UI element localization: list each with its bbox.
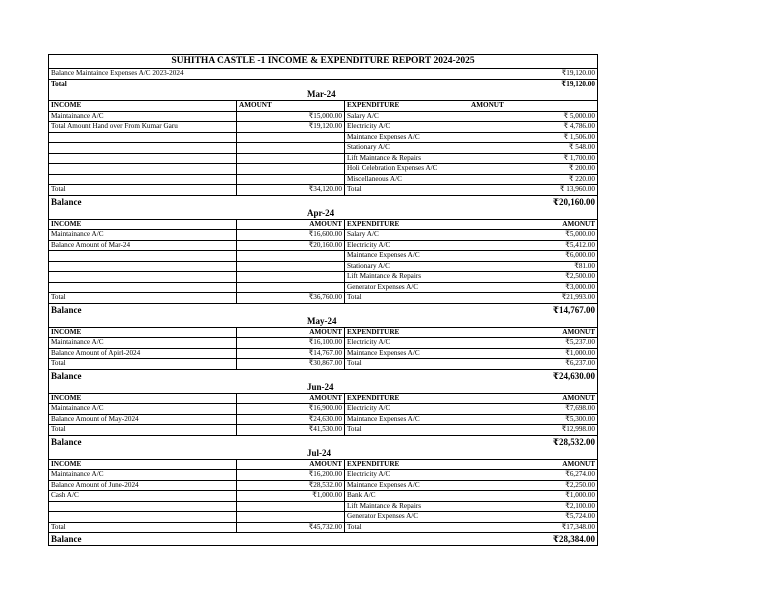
amount-cell — [237, 283, 345, 293]
table-row — [49, 184, 597, 195]
amonut-header: AMONUT — [562, 459, 595, 468]
amount-header: AMOUNT — [237, 220, 345, 230]
table-row — [49, 142, 597, 153]
expenditure-amount-cell: ₹2,100.00 — [565, 501, 595, 510]
income-cell — [49, 164, 237, 174]
table-row — [49, 358, 597, 369]
amount-cell: ₹45,732.00 — [237, 523, 345, 533]
expenditure-amount-cell: ₹81.00 — [574, 261, 595, 270]
table-row — [49, 424, 597, 435]
opening-balance-row — [49, 68, 597, 79]
month-section-jun — [49, 382, 597, 448]
income-cell — [49, 251, 237, 261]
expenditure-amount-cell: ₹ 200.00 — [568, 164, 595, 172]
balance-row — [49, 369, 597, 382]
amount-cell: ₹20,160.00 — [237, 241, 345, 251]
amount-cell — [237, 272, 345, 282]
table-row — [49, 174, 597, 185]
table-row — [49, 271, 597, 282]
month-spacer — [49, 448, 237, 459]
expenditure-cell: Total — [347, 425, 362, 433]
table-row — [49, 490, 597, 501]
column-header-row — [49, 100, 597, 111]
expenditure-amount-cell: ₹5,412.00 — [565, 240, 595, 249]
amount-cell — [237, 154, 345, 164]
expenditure-cell: Salary A/C — [347, 111, 379, 120]
month-header-row — [49, 448, 597, 459]
month-label: May-24 — [307, 315, 337, 326]
balance-label: Balance — [51, 370, 82, 381]
amount-cell — [237, 251, 345, 261]
balance-row — [49, 435, 597, 448]
amount-cell: ₹19,120.00 — [237, 122, 345, 132]
expenditure-cell: Electricity A/C — [347, 240, 391, 249]
expenditure-cell: Total — [347, 522, 362, 531]
table-row — [49, 337, 597, 348]
amount-cell — [237, 512, 345, 522]
expenditure-cell: Electricity A/C — [347, 338, 391, 346]
income-cell — [49, 512, 237, 522]
expenditure-amount-cell: ₹12,998.00 — [561, 425, 595, 433]
balance-row — [49, 303, 597, 316]
expenditure-header: EXPENDITURE — [347, 393, 400, 402]
amount-cell — [237, 175, 345, 185]
amonut-header: AMONUT — [562, 219, 595, 228]
month-label: Mar-24 — [307, 89, 336, 99]
amount-cell — [237, 262, 345, 272]
amonut-header: AMONUT — [562, 327, 595, 336]
income-cell: Maintainance A/C — [49, 230, 237, 240]
table-row — [49, 511, 597, 522]
income-cell: Balance Amount of Apirl-2024 — [49, 349, 237, 359]
opening-total-value: ₹19,120.00 — [561, 79, 595, 88]
amount-cell: ₹24,630.00 — [237, 415, 345, 425]
amount-cell: ₹41,530.00 — [237, 425, 345, 435]
balance-value: ₹28,532.00 — [552, 436, 595, 447]
income-cell — [49, 133, 237, 143]
table-row — [49, 414, 597, 425]
expenditure-amount-cell: ₹ 5,000.00 — [563, 111, 595, 120]
month-section-jul — [49, 448, 597, 546]
table-row — [49, 522, 597, 533]
month-spacer — [49, 89, 237, 100]
expenditure-amount-cell: ₹17,348.00 — [561, 522, 595, 531]
income-cell — [49, 283, 237, 293]
expenditure-cell: Maintance Expenses A/C — [347, 132, 420, 141]
month-section-may — [49, 316, 597, 382]
expenditure-header: EXPENDITURE — [347, 219, 400, 228]
expenditure-amount-cell: ₹ 1,700.00 — [563, 153, 595, 162]
table-row — [49, 163, 597, 174]
amount-cell — [237, 502, 345, 512]
report-sheet — [48, 54, 598, 546]
table-row — [49, 153, 597, 164]
opening-total-row — [49, 79, 597, 90]
income-cell — [49, 272, 237, 282]
income-cell: Maintainance A/C — [49, 112, 237, 122]
expenditure-cell: Total — [347, 359, 362, 367]
expenditure-amount-cell: ₹6,000.00 — [565, 251, 595, 259]
income-cell — [49, 143, 237, 153]
income-header: INCOME — [49, 101, 237, 111]
month-section-mar — [49, 89, 597, 208]
expenditure-amount-cell: ₹ 13,960.00 — [559, 185, 595, 193]
income-header: INCOME — [49, 220, 237, 230]
balance-value: ₹14,767.00 — [552, 304, 595, 315]
amonut-header: AMONUT — [471, 101, 504, 109]
opening-total-label: Total — [51, 79, 67, 88]
month-spacer — [49, 382, 237, 393]
expenditure-header: EXPENDITURE — [347, 459, 400, 468]
expenditure-amount-cell: ₹21,993.00 — [561, 293, 595, 301]
expenditure-cell: Electricity A/C — [347, 122, 391, 130]
table-row — [49, 469, 597, 480]
expenditure-amount-cell: ₹5,300.00 — [565, 414, 595, 423]
amount-cell: ₹14,767.00 — [237, 349, 345, 359]
month-header-row — [49, 208, 597, 219]
column-header-row — [49, 219, 597, 230]
balance-label: Balance — [51, 196, 82, 207]
opening-balance-label: Balance Maintaince Expenses A/C 2023-2024 — [51, 69, 184, 77]
amount-cell: ₹15,000.00 — [237, 112, 345, 122]
balance-label: Balance — [51, 304, 82, 315]
income-cell — [49, 175, 237, 185]
table-row — [49, 403, 597, 414]
balance-value: ₹24,630.00 — [552, 370, 595, 381]
amount-cell: ₹30,867.00 — [237, 359, 345, 369]
column-header-row — [49, 393, 597, 404]
expenditure-amount-cell: ₹6,237.00 — [565, 359, 595, 367]
expenditure-cell: Lift Maintance & Repairs — [347, 501, 422, 510]
income-cell: Total — [49, 523, 237, 533]
expenditure-amount-cell: ₹ 548.00 — [568, 143, 595, 151]
balance-row — [49, 532, 597, 545]
month-header-row — [49, 382, 597, 393]
opening-balance-value: ₹19,120.00 — [561, 69, 595, 77]
table-row — [49, 261, 597, 272]
expenditure-amount-cell: ₹6,274.00 — [565, 470, 595, 478]
amount-cell: ₹16,600.00 — [237, 230, 345, 240]
expenditure-cell: Holi Celebration Expenses A/C — [347, 164, 438, 172]
income-cell: Maintainance A/C — [49, 470, 237, 480]
income-cell: Balance Amount of May-2024 — [49, 415, 237, 425]
table-row — [49, 501, 597, 512]
amonut-header: AMONUT — [562, 393, 595, 402]
amount-cell — [237, 143, 345, 153]
table-row — [49, 240, 597, 251]
table-row — [49, 282, 597, 293]
amount-header: AMOUNT — [237, 328, 345, 338]
expenditure-amount-cell: ₹5,237.00 — [565, 338, 595, 346]
expenditure-cell: Maintance Expenses A/C — [347, 414, 420, 423]
column-header-row — [49, 327, 597, 338]
month-section-apr — [49, 208, 597, 316]
expenditure-amount-cell: ₹1,000.00 — [565, 348, 595, 357]
amount-cell: ₹28,532.00 — [237, 481, 345, 491]
expenditure-amount-cell: ₹2,500.00 — [565, 272, 595, 280]
income-cell: Balance Amount of June-2024 — [49, 481, 237, 491]
amount-cell: ₹16,200.00 — [237, 470, 345, 480]
month-label: Apr-24 — [307, 207, 335, 218]
expenditure-amount-cell: ₹7,698.00 — [565, 404, 595, 412]
expenditure-amount-cell: ₹3,000.00 — [565, 282, 595, 291]
amount-cell: ₹1,000.00 — [237, 491, 345, 501]
expenditure-cell: Stationary A/C — [347, 143, 390, 151]
expenditure-cell: Maintance Expenses A/C — [347, 480, 420, 489]
income-cell: Total — [49, 359, 237, 369]
report-title: SUHITHA CASTLE -1 INCOME & EXPENDITURE REPORT 2024-2025 — [171, 56, 475, 66]
month-header-row — [49, 316, 597, 327]
expenditure-cell: Electricity A/C — [347, 404, 391, 412]
income-cell: Total Amount Hand over From Kumar Garu — [49, 122, 237, 132]
income-cell — [49, 502, 237, 512]
amount-header: AMOUNT — [237, 394, 345, 404]
income-header: INCOME — [49, 328, 237, 338]
income-cell: Maintainance A/C — [49, 404, 237, 414]
expenditure-cell: Electricity A/C — [347, 470, 391, 478]
expenditure-cell: Maintance Expenses A/C — [347, 251, 420, 259]
amount-cell: ₹16,100.00 — [237, 338, 345, 348]
amount-cell — [237, 133, 345, 143]
balance-label: Balance — [51, 534, 82, 544]
table-row — [49, 348, 597, 359]
income-cell: Cash A/C — [49, 491, 237, 501]
month-header-row — [49, 89, 597, 100]
expenditure-cell: Maintance Expenses A/C — [347, 348, 420, 357]
expenditure-amount-cell: ₹ 4,786.00 — [563, 122, 595, 130]
expenditure-amount-cell: ₹5,724.00 — [565, 512, 595, 520]
month-spacer — [49, 316, 237, 327]
expenditure-cell: Stationary A/C — [347, 261, 390, 270]
table-row — [49, 111, 597, 122]
income-cell — [49, 154, 237, 164]
amount-header: AMOUNT — [237, 101, 345, 111]
amount-cell: ₹34,120.00 — [237, 185, 345, 195]
report-title-row — [49, 55, 597, 68]
expenditure-cell: Lift Maintance & Repairs — [347, 272, 422, 280]
balance-value: ₹28,384.00 — [552, 534, 595, 544]
expenditure-header: EXPENDITURE — [347, 327, 400, 336]
expenditure-amount-cell: ₹5,000.00 — [565, 230, 595, 238]
month-sections — [49, 89, 597, 545]
table-row — [49, 480, 597, 491]
amount-cell: ₹16,900.00 — [237, 404, 345, 414]
expenditure-cell: Lift Maintance & Repairs — [347, 153, 422, 162]
expenditure-cell: Total — [347, 293, 362, 301]
month-spacer — [49, 208, 237, 219]
balance-row — [49, 195, 597, 208]
balance-label: Balance — [51, 436, 82, 447]
income-header: INCOME — [49, 460, 237, 470]
table-row — [49, 292, 597, 303]
income-cell: Total — [49, 185, 237, 195]
expenditure-amount-cell: ₹ 1,506.00 — [563, 132, 595, 141]
expenditure-cell: Total — [347, 185, 362, 193]
income-cell: Total — [49, 425, 237, 435]
income-cell: Total — [49, 293, 237, 303]
table-row — [49, 250, 597, 261]
expenditure-header: EXPENDITURE — [347, 101, 400, 109]
month-label: Jun-24 — [307, 381, 334, 392]
table-row — [49, 121, 597, 132]
table-row — [49, 132, 597, 143]
income-cell — [49, 262, 237, 272]
expenditure-amount-cell: ₹2,250.00 — [565, 480, 595, 489]
month-label: Jul-24 — [307, 447, 332, 458]
income-cell: Maintainance A/C — [49, 338, 237, 348]
amount-cell — [237, 164, 345, 174]
expenditure-cell: Miscellaneous A/C — [347, 174, 402, 183]
column-header-row — [49, 459, 597, 470]
expenditure-amount-cell: ₹ 220.00 — [568, 174, 595, 183]
expenditure-cell: Bank A/C — [347, 491, 376, 499]
balance-value: ₹20,160.00 — [552, 196, 595, 207]
income-header: INCOME — [49, 394, 237, 404]
amount-cell: ₹36,760.00 — [237, 293, 345, 303]
expenditure-cell: Salary A/C — [347, 230, 379, 238]
table-row — [49, 229, 597, 240]
expenditure-amount-cell: ₹1,000.00 — [565, 491, 595, 499]
expenditure-cell: Generator Expenses A/C — [347, 282, 419, 291]
income-cell: Balance Amount of Mar-24 — [49, 241, 237, 251]
amount-header: AMOUNT — [237, 460, 345, 470]
expenditure-cell: Generator Expenses A/C — [347, 512, 419, 520]
